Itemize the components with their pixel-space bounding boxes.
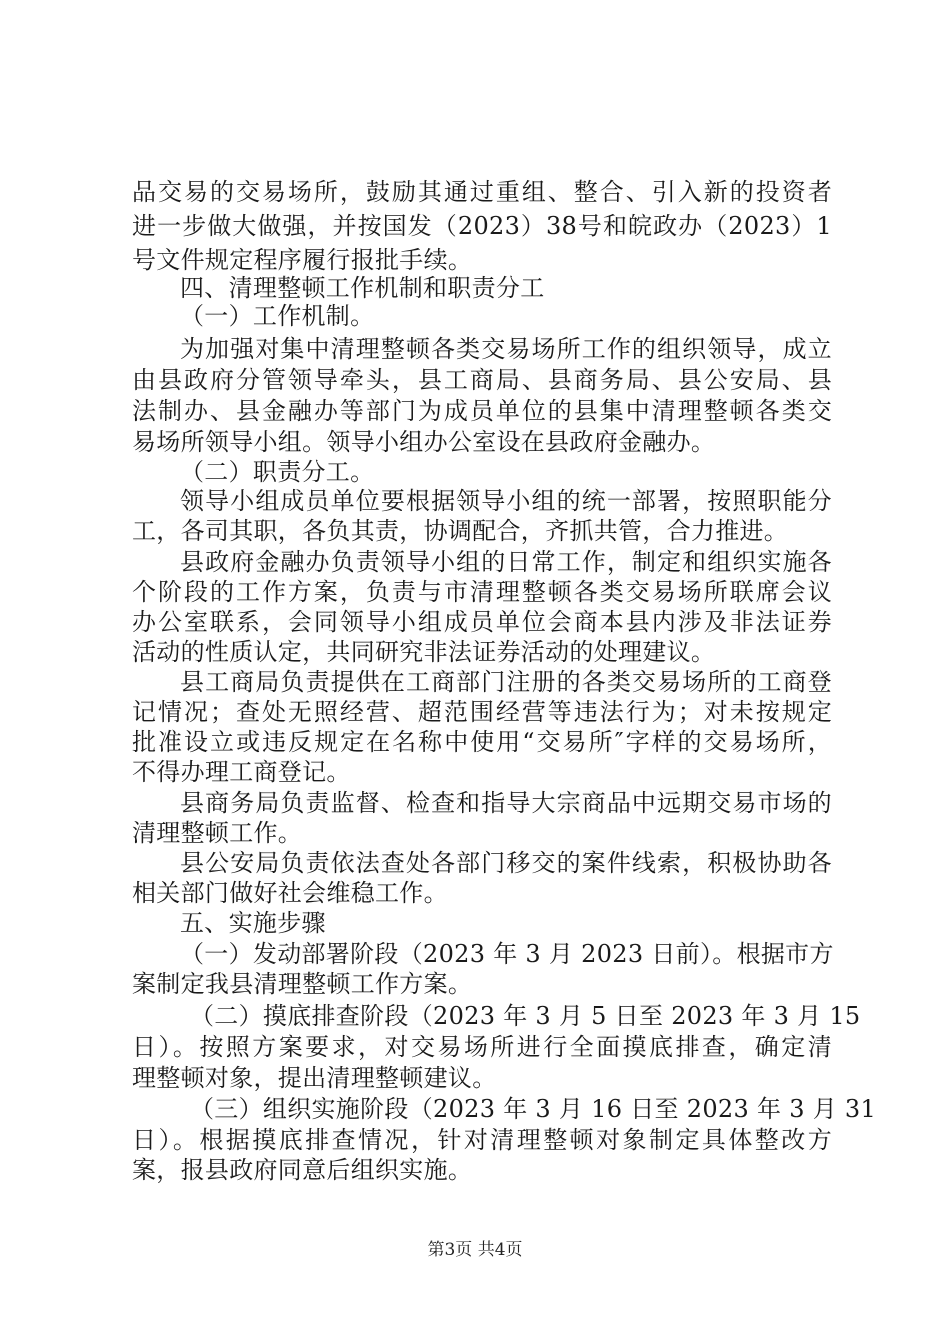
text-line: 品交易的交易场所，鼓励其通过重组、整合、引入新的投资者 — [132, 178, 832, 206]
text-line: 为加强对集中清理整顿各类交易场所工作的组织领导，成立 — [180, 335, 832, 363]
text-line: 案制定我县清理整顿工作方案。 — [132, 970, 473, 998]
text-line: 个阶段的工作方案，负责与市清理整顿各类交易场所联席会议 — [132, 578, 832, 606]
text-line: 记情况；查处无照经营、超范围经营等违法行为；对未按规定 — [132, 698, 832, 726]
text-line: 活动的性质认定，共同研究非法证券活动的处理建议。 — [132, 638, 716, 666]
text-line: 清理整顿工作。 — [132, 819, 303, 847]
text-line: 县商务局负责监督、检查和指导大宗商品中远期交易市场的 — [180, 789, 832, 817]
text-line: （一）发动部署阶段（2023 年 3 月 2023 日前）。根据市方 — [180, 940, 834, 968]
text-line: 日）。按照方案要求，对交易场所进行全面摸底排查，确定清 — [132, 1033, 832, 1061]
text-line: 案，报县政府同意后组织实施。 — [132, 1156, 473, 1184]
text-line: 号文件规定程序履行报批手续。 — [132, 246, 473, 274]
text-line: 工，各司其职，各负其责，协调配合，齐抓共管，合力推进。 — [132, 517, 789, 545]
text-line: 进一步做大做强，并按国发（2023）38号和皖政办（2023）1 — [132, 212, 832, 240]
text-line: 理整顿对象，提出清理整顿建议。 — [132, 1064, 497, 1092]
section-heading: 四、清理整顿工作机制和职责分工 — [180, 274, 545, 302]
text-line: （二）摸底排查阶段（2023 年 3 月 5 日至 2023 年 3 月 15 — [190, 1002, 861, 1030]
text-line: （三）组织实施阶段（2023 年 3 月 16 日至 2023 年 3 月 31 — [190, 1095, 877, 1123]
subsection-heading: （二）职责分工。 — [180, 458, 375, 486]
text-line: 由县政府分管领导牵头，县工商局、县商务局、县公安局、县 — [132, 366, 832, 394]
subsection-heading: （一）工作机制。 — [180, 302, 375, 330]
text-line: 易场所领导小组。领导小组办公室设在县政府金融办。 — [132, 428, 716, 456]
text-line: 日）。根据摸底排查情况，针对清理整顿对象制定具体整改方 — [132, 1126, 832, 1154]
text-line: 办公室联系，会同领导小组成员单位会商本县内涉及非法证券 — [132, 608, 832, 636]
text-line: 县工商局负责提供在工商部门注册的各类交易场所的工商登 — [180, 668, 832, 696]
text-line: 批准设立或违反规定在名称中使用“交易所″字样的交易场所， — [132, 728, 832, 756]
page-footer: 第3页 共4页 — [427, 1240, 523, 1260]
text-line: 县政府金融办负责领导小组的日常工作，制定和组织实施各 — [180, 548, 832, 576]
text-line: 法制办、县金融办等部门为成员单位的县集中清理整顿各类交 — [132, 397, 832, 425]
text-line: 相关部门做好社会维稳工作。 — [132, 879, 448, 907]
text-line: 领导小组成员单位要根据领导小组的统一部署，按照职能分 — [180, 487, 832, 515]
text-line: 不得办理工商登记。 — [132, 758, 351, 786]
section-heading: 五、实施步骤 — [180, 909, 326, 937]
text-line: 县公安局负责依法查处各部门移交的案件线索，积极协助各 — [180, 849, 832, 877]
